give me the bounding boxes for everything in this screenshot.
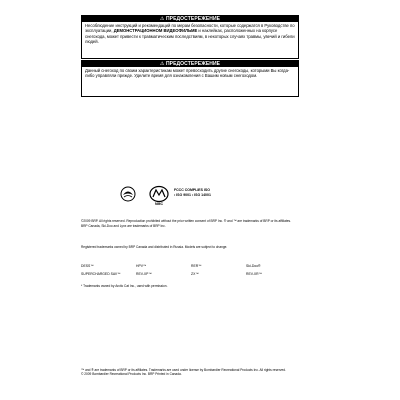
warning-box-primary — [81, 15, 299, 59]
warning-header: ⚠ ПРЕДОСТЕРЕЖЕНИЕ — [82, 61, 298, 67]
trademark-item: RER™ — [191, 264, 202, 268]
warning-body-text-a: Несоблюдение инструкций и рекомендаций по мерам безопасности, которые содержатся в Руководстве по эксплуатации, — [85, 23, 295, 34]
trademark-row — [81, 263, 301, 271]
warning-box-secondary — [81, 60, 299, 97]
trademark-row — [81, 271, 301, 279]
trademark-item: HPV™ — [136, 264, 147, 268]
trademark-item: SUPERCHARGED SAV™ — [81, 271, 121, 276]
warning-body-highlight: ДЕМОНСТРАЦИОННОМ ВИДЕОФИЛЬМЕ — [113, 28, 198, 34]
warning-body — [82, 22, 298, 46]
trademark-item: REV-XR™ — [246, 271, 263, 276]
warning-body-text-b: и наклейках, расположенных на корпусе снегохода, может привести к травматическим последствиям, в некоторых случаях травмы, увечий и гибели людей. — [85, 28, 295, 45]
disclaimer-line: ©2009 BRP. All rights reserved. Reproduction prohibited without the prior written consent of BRP Inc. ® and ™ are trademarks of BRP or its affiliates. — [81, 219, 291, 223]
trademark-item: REV-XP™ — [136, 271, 152, 276]
trademark-disclaimer: Registered trademarks owned by BRP Canada and distributed in Russia. Models are subject to change. — [81, 245, 228, 249]
trademark-item: Ski-Doo® — [246, 264, 261, 268]
certification-logos — [116, 185, 226, 209]
certification-text — [174, 188, 211, 198]
copyright-line: © 2009 Bombardier Recreational Products Inc. BRP Printed in Canada. — [81, 372, 182, 377]
trademark-item: DESS™ — [81, 264, 94, 268]
warning-body: Данный снегоход по своим характеристикам может превосходить другие снегоходы, которыми Вы когда-либо управляли прежде. Уделите время для ознакомления с Вашим новым снегоходом. — [85, 68, 290, 79]
cert-line-2: • ISO 9001 • ISO 14001 — [174, 193, 211, 197]
trademark-item: ZX™ — [191, 271, 199, 276]
warning-header: ⚠ ПРЕДОСТЕРЕЖЕНИЕ — [82, 16, 298, 22]
footnote: * Trademarks owned by Arctic Cat Inc., used with permission. — [81, 284, 168, 288]
nmc-label: NMC — [155, 202, 163, 206]
copyright-line: ™ and ® are trademarks of BRP or its affiliates. Trademarks are used under license by Bombardier Recreational Products Inc. All rights reserved. — [81, 368, 286, 372]
brp-logo-icon — [120, 186, 136, 202]
disclaimer-line: BRP Canada, Ski-Doo and Lynx are trademarks of BRP Inc. — [81, 224, 166, 228]
copyright-footer — [81, 368, 301, 377]
trademark-grid — [81, 263, 301, 278]
cert-line-1: FCCC COMPLIES ISO — [174, 188, 210, 192]
